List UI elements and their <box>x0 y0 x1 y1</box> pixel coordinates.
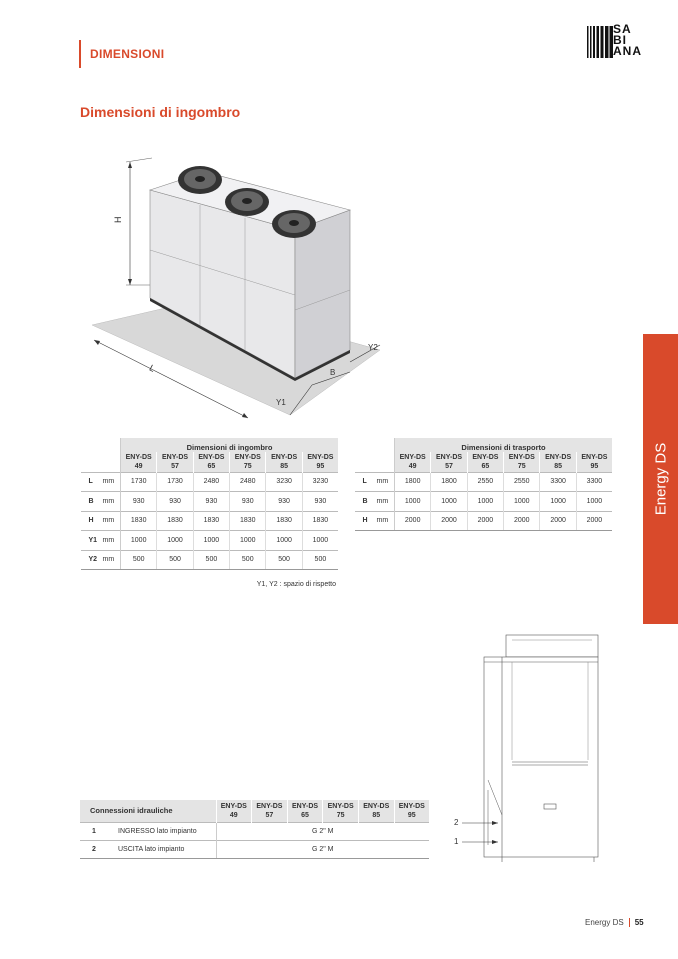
table-row: H mm 1830 1830 1830 1830 1830 1830 <box>81 511 339 531</box>
section-header <box>79 40 164 68</box>
model-header: ENY-DS 85 <box>358 800 394 822</box>
table-row: Y2 mm 500 500 500 500 500 500 <box>81 550 339 570</box>
model-header: ENY-DS 75 <box>323 800 359 822</box>
section-title: DIMENSIONI <box>90 47 165 61</box>
model-header: ENY-DS 49 <box>395 452 431 472</box>
model-header: ENY-DS 65 <box>193 452 229 472</box>
table-row: 1 INGRESSO lato impianto G 2" M <box>80 822 429 840</box>
dimensions-table-title: Dimensioni di ingombro <box>121 438 339 452</box>
unit-isometric-drawing <box>80 150 410 430</box>
table-row: H mm 2000 2000 2000 2000 2000 2000 <box>355 511 613 531</box>
model-header: ENY-DS 57 <box>157 452 193 472</box>
logo-text: SA BI ANA <box>613 22 642 58</box>
label-l: L <box>147 362 157 374</box>
unit-side-drawing <box>454 630 614 870</box>
model-header: ENY-DS 65 <box>467 452 503 472</box>
table-row: L mm 1800 1800 2550 2550 3300 3300 <box>355 472 613 492</box>
page-subtitle: Dimensioni di ingombro <box>80 104 241 120</box>
model-header: ENY-DS 95 <box>576 452 612 472</box>
model-header: ENY-DS 49 <box>121 452 157 472</box>
transport-table-title: Dimensioni di trasporto <box>395 438 613 452</box>
side-tab-label: Energy DS <box>652 442 669 516</box>
hydraulic-connections-table <box>80 800 429 859</box>
transport-table <box>354 438 612 531</box>
model-header: ENY-DS 65 <box>287 800 323 822</box>
table-row: B mm 1000 1000 1000 1000 1000 1000 <box>355 492 613 512</box>
dimensions-table <box>80 438 338 570</box>
model-header: ENY-DS 75 <box>504 452 540 472</box>
sabiana-logo <box>587 24 649 64</box>
model-header: ENY-DS 57 <box>431 452 467 472</box>
table-row: 2 USCITA lato impianto G 2" M <box>80 840 429 858</box>
model-header: ENY-DS 85 <box>540 452 576 472</box>
label-b: B <box>330 368 336 377</box>
page-number: 55 <box>634 918 644 927</box>
table-row: B mm 930 930 930 930 930 930 <box>81 492 339 512</box>
model-header: ENY-DS 57 <box>252 800 288 822</box>
model-header: ENY-DS 49 <box>216 800 252 822</box>
page-footer <box>585 918 644 927</box>
label-y1: Y1 <box>276 398 286 407</box>
label-y2: Y2 <box>368 343 378 352</box>
connection-label-2: 2 <box>454 818 459 827</box>
footer-separator <box>629 918 630 927</box>
table-note: Y1, Y2 : spazio di rispetto <box>256 581 336 588</box>
logo-mark-icon <box>587 24 613 60</box>
model-header: ENY-DS 75 <box>230 452 266 472</box>
connections-table-title: Connessioni idrauliche <box>80 800 216 822</box>
table-row: Y1 mm 1000 1000 1000 1000 1000 1000 <box>81 531 339 551</box>
footer-text: Energy DS <box>585 918 624 927</box>
label-h: H <box>113 216 123 223</box>
model-header: ENY-DS 95 <box>394 800 429 822</box>
connection-label-1: 1 <box>454 837 459 846</box>
fan-icon <box>225 188 269 216</box>
model-header: ENY-DS 85 <box>266 452 302 472</box>
model-header: ENY-DS 95 <box>302 452 338 472</box>
table-row: L mm 1730 1730 2480 2480 3230 3230 <box>81 472 339 492</box>
side-tab <box>643 334 678 624</box>
fan-icon <box>178 166 222 194</box>
fan-icon <box>272 210 316 238</box>
